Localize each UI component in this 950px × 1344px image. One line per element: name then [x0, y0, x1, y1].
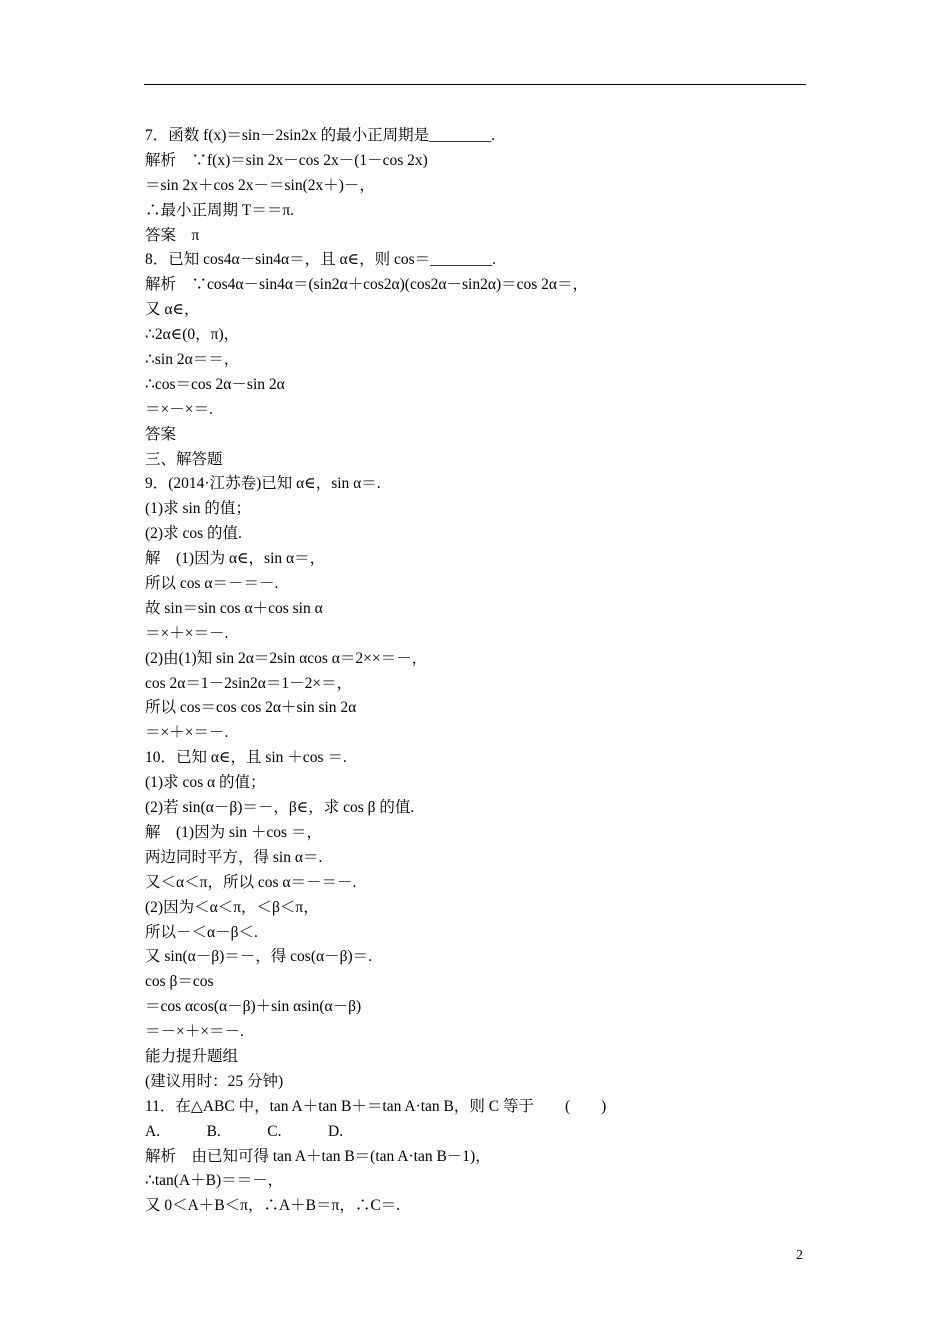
header-rule — [144, 84, 806, 85]
page-content — [145, 124, 815, 1219]
question-7-analysis-line: ＝sin 2x＋cos 2x－＝sin(2x＋)－， — [145, 176, 375, 194]
question-10-solution-line: 两边同时平方，得 sin α＝. — [145, 848, 323, 866]
question-9-solution-line: cos 2α＝1－2sin2α＝1－2×＝， — [145, 674, 353, 692]
question-9-solution-line: 解 (1)因为 α∈，sin α＝， — [145, 550, 326, 568]
question-9-stem: 9．(2014·江苏卷)已知 α∈，sin α＝. — [145, 475, 381, 493]
question-11-analysis-line: 解析 由已知可得 tan A＋tan B＝(tan A·tan B－1)， — [145, 1147, 491, 1165]
question-8-analysis-line: 又 α∈， — [145, 301, 200, 319]
section-heading: 三、解答题 — [145, 450, 223, 468]
question-8-stem: 8．已知 cos4α－sin4α＝，且 α∈，则 cos＝________. — [145, 251, 496, 269]
question-10-solution-line: 又 sin(α－β)＝－，得 cos(α－β)＝. — [145, 948, 373, 966]
page-number: 2 — [796, 1248, 803, 1263]
question-11-analysis-line: 又 0＜A＋B＜π，∴A＋B＝π，∴C＝. — [145, 1197, 401, 1215]
question-7-analysis-line: 解析 ∵f(x)＝sin 2x－cos 2x－(1－cos 2x) — [145, 151, 428, 169]
suggested-time: (建议用时：25 分钟) — [145, 1072, 284, 1090]
question-8-answer: 答案 — [145, 425, 177, 443]
question-10-solution-line: 又＜α＜π，所以 cos α＝－＝－. — [145, 873, 357, 891]
question-10-solution-line: (2)因为＜α＜π，＜β＜π， — [145, 898, 319, 916]
question-7-analysis-line: ∴最小正周期 T＝＝π. — [145, 201, 295, 219]
question-9-solution-line: ＝×＋×＝－. — [145, 724, 229, 742]
question-10-solution-line: ＝－×＋×＝－. — [145, 1023, 244, 1041]
question-7-stem: 7．函数 f(x)＝sin－2sin2x 的最小正周期是________. — [145, 127, 496, 144]
question-7-answer: 答案 π — [145, 226, 200, 244]
question-11-stem: 11．在△ABC 中，tan A＋tan B＋＝tan A·tan B，则 C 等于 ( ) — [145, 1097, 607, 1115]
question-9-solution-line: 所以 cos＝cos cos 2α＋sin sin 2α — [145, 699, 357, 717]
question-8-analysis-line: ∴sin 2α＝＝， — [145, 351, 240, 369]
question-8-analysis-line: ＝×－×＝. — [145, 400, 213, 418]
question-9-solution-line: 故 sin＝sin cos α＋cos sin α — [145, 599, 323, 617]
question-10-solution-line: 所以－＜α－β＜. — [145, 923, 258, 941]
question-9-part-1: (1)求 sin 的值； — [145, 500, 251, 518]
question-10-solution-line: cos β＝cos — [145, 973, 214, 991]
question-10-solution-line: ＝cos αcos(α－β)＋sin αsin(α－β) — [145, 998, 362, 1016]
question-10-stem: 10．已知 α∈，且 sin ＋cos ＝. — [145, 749, 347, 767]
question-8-analysis-line: ∴2α∈(0，π)， — [145, 326, 240, 344]
question-9-solution-line: 所以 cos α＝－＝－. — [145, 575, 279, 593]
question-11-analysis-line: ∴tan(A＋B)＝＝－， — [145, 1172, 284, 1190]
question-8-analysis-line: ∴cos＝cos 2α－sin 2α — [145, 375, 285, 393]
question-11-options: A. B. C. D. — [145, 1122, 344, 1140]
question-10-solution-line: 解 (1)因为 sin ＋cos ＝， — [145, 823, 322, 841]
question-8-analysis-line: 解析 ∵cos4α－sin4α＝(sin2α＋cos2α)(cos2α－sin2α)＝cos 2α＝， — [145, 276, 589, 294]
question-9-solution-line: ＝×＋×＝－. — [145, 624, 229, 642]
question-9-part-2: (2)求 cos 的值. — [145, 525, 242, 543]
section-heading: 能力提升题组 — [145, 1047, 239, 1065]
question-10-part-2: (2)若 sin(α－β)＝－，β∈，求 cos β 的值. — [145, 799, 415, 817]
question-10-part-1: (1)求 cos α 的值； — [145, 774, 266, 792]
question-9-solution-line: (2)由(1)知 sin 2α＝2sin αcos α＝2××＝－， — [145, 649, 428, 667]
